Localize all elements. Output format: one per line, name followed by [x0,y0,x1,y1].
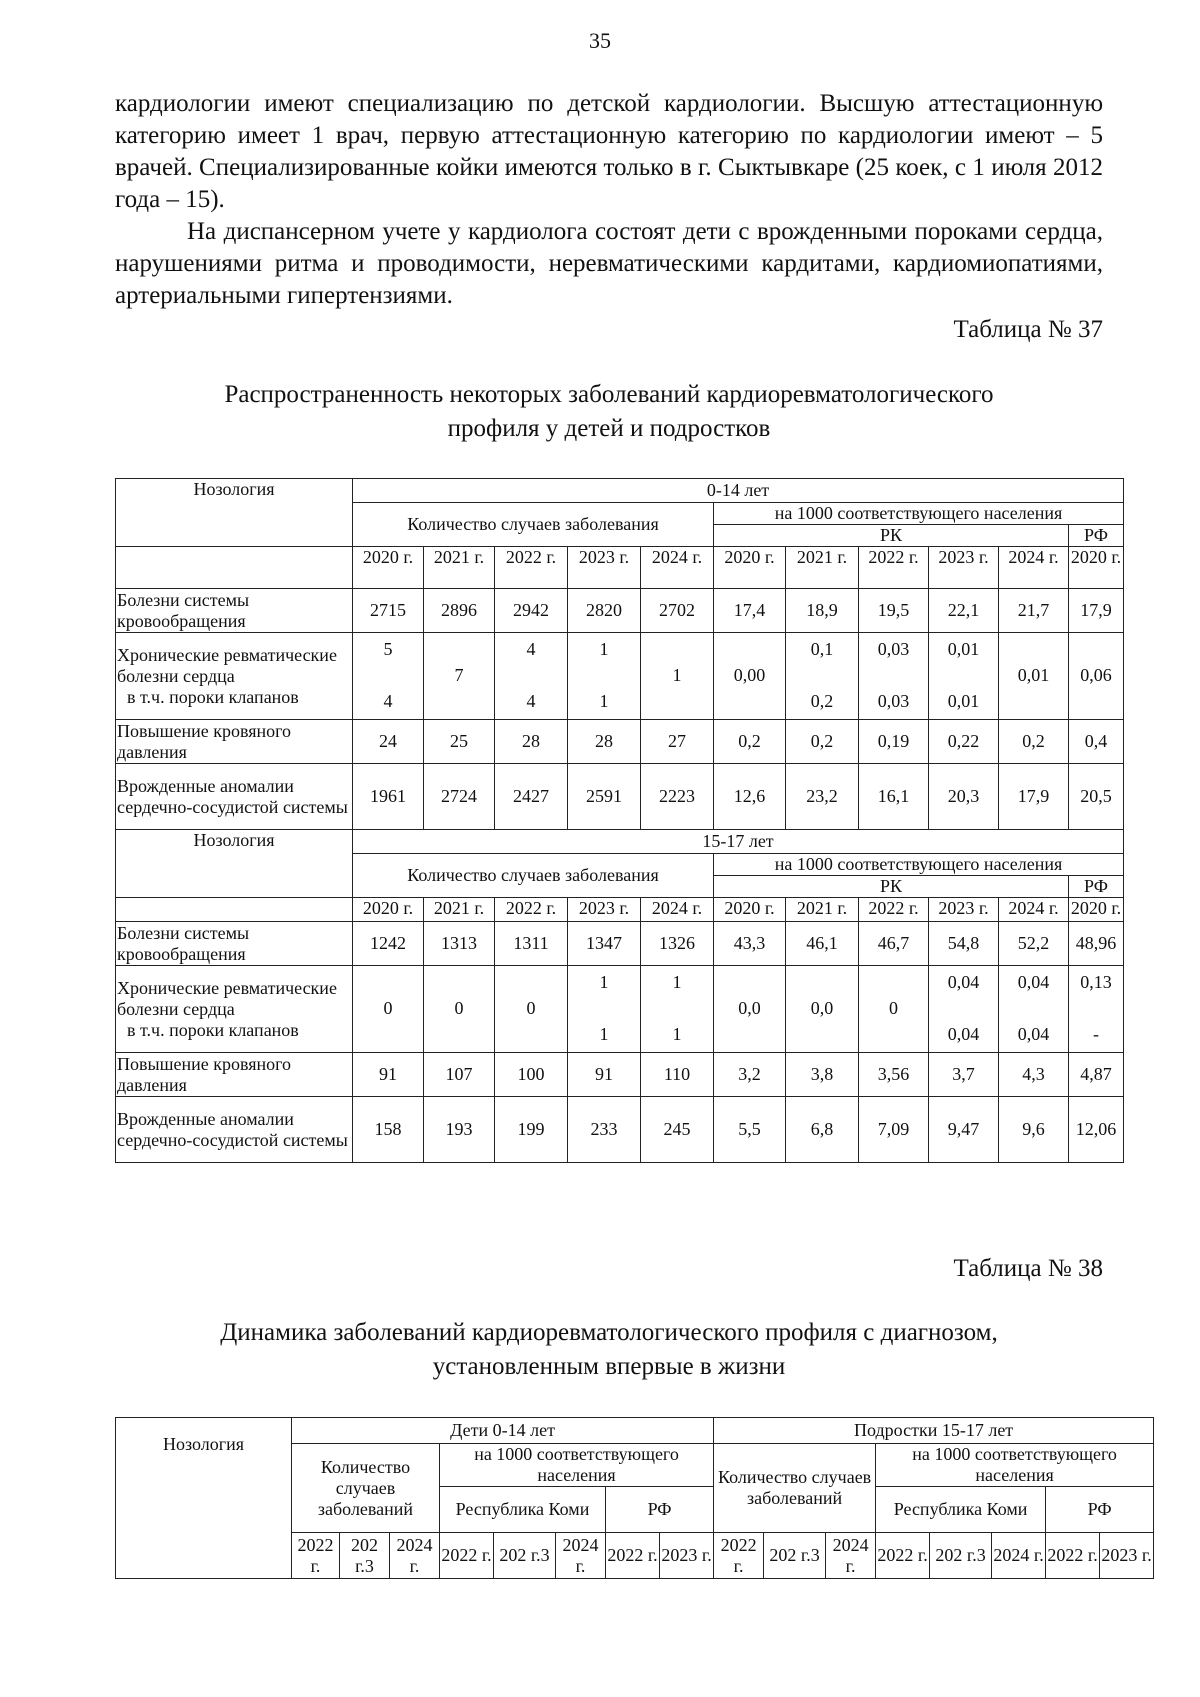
cell-mid: 0,01 [1017,665,1050,685]
year-header: 2020 г. [1069,547,1124,589]
cell-stack [999,633,1068,719]
year-header: 2023 г. [568,547,641,589]
t37-header-row [116,830,1124,854]
cell-bot [1069,691,1123,719]
table-cell [424,966,495,1053]
table-cell: 233 [568,1097,641,1163]
cell-bot: - [1093,1024,1100,1044]
table-cell: 20,5 [1069,764,1124,830]
cell-top: 4 [526,639,536,659]
table-cell: 100 [495,1053,568,1097]
table-cell [641,966,714,1053]
table-cell: 12,6 [714,764,786,830]
table-cell: 1313 [424,922,495,966]
cell-top: 0,1 [810,639,834,659]
year-header: 2023 г. [568,898,641,922]
t37-rf-header: РФ [1069,876,1124,898]
table-cell [424,633,495,720]
t37-empty-cell [116,898,353,922]
table-cell: 199 [495,1097,568,1163]
table-cell: 2591 [568,764,641,830]
year-header: 2023 г. [1100,1533,1154,1579]
t38-children-cases-header: Количество случаев заболеваний [292,1444,440,1533]
t37-years-row [116,898,1124,922]
table-cell: 22,1 [929,589,999,633]
cell-stack [929,633,998,719]
table-cell: 107 [424,1053,495,1097]
row-label-main: Хронические ревматические болезни сердца [117,644,337,686]
cell-bot: 1 [599,1024,609,1044]
cell-bot [353,1024,423,1052]
t37-age-group: 0-14 лет [353,479,1124,503]
t37-empty-cell [116,547,353,589]
cell-top [999,633,1068,661]
cell-mid: 7 [454,665,464,685]
table-row [116,966,1124,1053]
cell-stack [495,633,567,719]
cell-bot [424,691,494,719]
cell-stack [641,966,713,1052]
table-cell [1069,633,1124,720]
cell-mid [786,665,858,687]
cell-bot: 0,04 [1017,1024,1050,1044]
row-label-sub: в т.ч. пороки клапанов [127,686,299,707]
cell-mid: 0 [526,998,536,1018]
table-cell: 2223 [641,764,714,830]
cell-bot [859,1024,928,1052]
table-cell: 91 [568,1053,641,1097]
cell-top: 0,01 [947,639,980,659]
cell-mid [1069,998,1123,1020]
t37-cases-header: Количество случаев заболевания [353,854,714,898]
t38-children-header: Дети 0-14 лет [292,1418,714,1444]
cell-top [714,633,785,661]
cell-bot [424,1024,494,1052]
cell-top [495,966,567,994]
table-cell [353,633,424,720]
table-cell: 2724 [424,764,495,830]
table-cell: 46,7 [859,922,929,966]
cell-mid [568,998,640,1020]
table-cell [929,966,999,1053]
year-header: 202 г.3 [494,1533,556,1579]
cell-bot: 4 [526,691,536,711]
row-label: Повышение кровяного давления [116,720,353,764]
table-cell: 6,8 [786,1097,859,1163]
year-header: 2022 г. [292,1533,340,1579]
cell-stack [353,633,423,719]
cell-stack [641,633,713,719]
year-header: 2020 г. [714,898,786,922]
cell-mid [999,998,1068,1020]
row-label-sub: в т.ч. пороки клапанов [127,1019,299,1040]
cell-mid [929,998,998,1020]
table-cell: 2942 [495,589,568,633]
cell-top [353,966,423,994]
cell-top [786,966,858,994]
cell-bot [786,1024,858,1052]
table-cell: 28 [495,720,568,764]
page-number: 35 [589,28,611,53]
year-header: 2022 г. [859,898,929,922]
table-cell [859,633,929,720]
cell-bot: 0,2 [810,691,834,711]
cell-top: 1 [599,639,609,659]
table-cell: 46,1 [786,922,859,966]
cell-bot [714,691,785,719]
year-header: 2024 г. [390,1533,440,1579]
year-header: 2020 г. [714,547,786,589]
year-header: 2021 г. [424,898,495,922]
table-cell: 91 [353,1053,424,1097]
year-header: 2024 г. [999,547,1069,589]
table-row [116,720,1124,764]
table-37-body [116,479,1124,1163]
year-header: 2022 г. [1046,1533,1100,1579]
paragraph-2: На диспансерном учете у кардиолога состоят дети с врожденными пороками сердца, нарушениями ритма и проводимости, неревматическими кардитами, кардиомиопатиями, артериальными гипертензиями. [115,218,1103,309]
cell-stack [1069,966,1123,1052]
cell-bot [495,1024,567,1052]
table-cell: 0,2 [786,720,859,764]
table-cell: 3,56 [859,1053,929,1097]
cell-bot: 0,04 [947,1024,980,1044]
t37-header-row [116,479,1124,503]
table-cell: 54,8 [929,922,999,966]
cell-stack [424,966,494,1052]
table-cell: 24 [353,720,424,764]
table-cell [1069,966,1124,1053]
year-header: 2022 г. [495,547,568,589]
table-cell: 21,7 [999,589,1069,633]
cell-top: 0,03 [877,639,910,659]
table-cell: 43,3 [714,922,786,966]
cell-mid: 0,00 [733,665,766,685]
table-37-label: Таблица № 37 [953,316,1103,343]
t37-rk-header: РК [714,876,1069,898]
table-row [116,589,1124,633]
table-row [116,1053,1124,1097]
table-cell: 2820 [568,589,641,633]
t37-per1000-header: на 1000 соответствующего населения [714,854,1124,876]
table-cell: 2896 [424,589,495,633]
cell-stack [929,966,998,1052]
cell-stack [568,633,640,719]
table-cell: 19,5 [859,589,929,633]
table-38-label: Таблица № 38 [953,1255,1103,1282]
year-header: 2021 г. [424,547,495,589]
table-cell: 2702 [641,589,714,633]
year-header: 2022 г. [714,1533,764,1579]
cell-mid [929,665,998,687]
cell-top: 5 [383,639,393,659]
table-cell: 9,6 [999,1097,1069,1163]
table-cell [929,633,999,720]
cell-mid: 0 [454,998,464,1018]
year-header: 2024 г. [999,898,1069,922]
table-cell: 1961 [353,764,424,830]
t38-children-rk-header: Республика Коми [440,1487,606,1533]
t37-cases-header: Количество случаев заболевания [353,503,714,547]
row-label: Врожденные аномалии сердечно-сосудистой системы [116,764,353,830]
cell-mid [353,665,423,687]
cell-mid: 0 [889,998,898,1018]
year-header: 2022 г. [495,898,568,922]
table-cell: 1326 [641,922,714,966]
row-label: Болезни системы кровообращения [116,922,353,966]
cell-mid [641,998,713,1020]
cell-top [424,633,494,661]
table-cell: 0,22 [929,720,999,764]
table-37 [115,478,1124,1163]
table-cell [999,966,1069,1053]
table-cell: 0,2 [999,720,1069,764]
cell-top [714,966,785,994]
table-cell: 48,96 [1069,922,1124,966]
cell-mid: 1 [672,665,682,685]
t38-children-per1000-header: на 1000 соответствующего населения [440,1444,714,1487]
table-cell [786,633,859,720]
cell-bot: 1 [672,1024,682,1044]
t38-teens-per1000-header: на 1000 соответствующего населения [876,1444,1154,1487]
year-header: 202 г.3 [340,1533,390,1579]
cell-mid: 0,06 [1080,665,1112,685]
cell-stack [859,966,928,1052]
table-cell: 23,2 [786,764,859,830]
year-header: 2021 г. [786,898,859,922]
row-label [116,633,353,720]
t38-children-rf-header: РФ [606,1487,714,1533]
t38-teens-cases-header: Количество случаев заболеваний [714,1444,876,1533]
table-cell: 3,8 [786,1053,859,1097]
year-header: 2023 г. [660,1533,714,1579]
table-cell: 1311 [495,922,568,966]
table-cell: 16,1 [859,764,929,830]
cell-stack [714,633,785,719]
year-header: 2022 г. [876,1533,930,1579]
table-cell [999,633,1069,720]
table-cell: 110 [641,1053,714,1097]
table-cell [568,966,641,1053]
table-cell: 4,87 [1069,1053,1124,1097]
table-cell: 12,06 [1069,1097,1124,1163]
table-row [116,1097,1124,1163]
table-cell: 17,9 [1069,589,1124,633]
cell-bot: 1 [599,691,609,711]
cell-top: 1 [599,972,609,992]
t38-nosology-header: Нозология [116,1418,292,1579]
cell-top [1069,633,1123,661]
cell-mid [495,665,567,687]
table-cell: 17,9 [999,764,1069,830]
table-cell: 2427 [495,764,568,830]
table-cell: 52,2 [999,922,1069,966]
cell-stack [714,966,785,1052]
table-37-title: Распространенность некоторых заболеваний кардиоревматологического профиля у детей и подростков [224,381,994,442]
row-label-main: Хронические ревматические болезни сердца [117,977,337,1019]
year-header: 2024 г. [641,547,714,589]
table-38-title: Динамика заболеваний кардиоревматологического профиля с диагнозом, установленным впервые в жизни [220,1319,998,1380]
year-header: 2024 г. [641,898,714,922]
t38-teens-header: Подростки 15-17 лет [714,1418,1154,1444]
cell-stack [568,966,640,1052]
year-header: 2020 г. [353,547,424,589]
table-cell: 245 [641,1097,714,1163]
cell-mid: 0 [383,998,393,1018]
cell-top [424,966,494,994]
year-header: 2022 г. [606,1533,660,1579]
year-header: 2024 г. [556,1533,606,1579]
cell-mid [859,665,928,687]
year-header: 2023 г. [929,898,999,922]
cell-bot: 0,01 [947,691,980,711]
year-header: 2024 г. [992,1533,1046,1579]
table-cell: 28 [568,720,641,764]
table-row [116,764,1124,830]
year-header: 202 г.3 [930,1533,992,1579]
table-row [116,922,1124,966]
t38-teens-rk-header: Республика Коми [876,1487,1046,1533]
table-cell [714,966,786,1053]
t37-age-group: 15-17 лет [353,830,1124,854]
table-cell: 193 [424,1097,495,1163]
table-cell: 1242 [353,922,424,966]
table-cell: 2715 [353,589,424,633]
row-label: Врожденные аномалии сердечно-сосудистой системы [116,1097,353,1163]
year-header: 2022 г. [859,547,929,589]
table-cell [353,966,424,1053]
table-cell: 17,4 [714,589,786,633]
cell-stack [353,966,423,1052]
table-cell [495,633,568,720]
table-cell: 0,2 [714,720,786,764]
cell-top: 1 [672,972,682,992]
table-cell: 1347 [568,922,641,966]
row-label [116,966,353,1053]
cell-bot [714,1024,785,1052]
cell-bot: 0,03 [877,691,910,711]
cell-stack [424,633,494,719]
cell-bot [999,691,1068,719]
year-header: 2023 г. [929,547,999,589]
table-cell: 20,3 [929,764,999,830]
row-label: Болезни системы кровообращения [116,589,353,633]
table-cell: 7,09 [859,1097,929,1163]
paragraph-1: кардиологии имеют специализацию по детской кардиологии. Высшую аттестационную категорию имеет 1 врач, первую аттестационную категорию по кардиологии имеют – 5 врачей. Специализированные койки имеются только в г. Сыктывкаре (25 коек, с 1 июля 2012 года – 15). [115,90,1103,213]
table-cell [641,633,714,720]
table-cell: 27 [641,720,714,764]
cell-top [859,966,928,994]
year-header: 2022 г. [440,1533,494,1579]
table-cell: 0,19 [859,720,929,764]
t37-rk-header: РК [714,525,1069,547]
year-header: 202 г.3 [764,1533,826,1579]
cell-bot: 4 [383,691,393,711]
year-header: 2021 г. [786,547,859,589]
table-cell [859,966,929,1053]
table-cell: 3,2 [714,1053,786,1097]
table-cell: 5,5 [714,1097,786,1163]
year-header: 2020 г. [353,898,424,922]
table-cell: 4,3 [999,1053,1069,1097]
table-cell [714,633,786,720]
t37-years-row [116,547,1124,589]
cell-top [641,633,713,661]
cell-stack [495,966,567,1052]
t37-nosology-header: Нозология [116,479,353,547]
table-cell: 0,4 [1069,720,1124,764]
cell-mid [568,665,640,687]
table-cell: 158 [353,1097,424,1163]
cell-stack [859,633,928,719]
t37-rf-header: РФ [1069,525,1124,547]
table-row [116,633,1124,720]
cell-mid: 0,0 [810,998,834,1018]
table-cell: 18,9 [786,589,859,633]
table-cell [568,633,641,720]
table-cell [786,966,859,1053]
cell-stack [786,633,858,719]
cell-mid: 0,0 [738,998,761,1018]
t37-per1000-header: на 1000 соответствующего населения [714,503,1124,525]
cell-top: 0,04 [1017,972,1050,992]
cell-top: 0,13 [1080,972,1112,992]
year-header: 2020 г. [1069,898,1124,922]
cell-stack [786,966,858,1052]
table-cell [495,966,568,1053]
row-label: Повышение кровяного давления [116,1053,353,1097]
cell-top: 0,04 [947,972,980,992]
cell-stack [999,966,1068,1052]
year-header: 2024 г. [826,1533,876,1579]
cell-bot [641,691,713,719]
t37-nosology-header: Нозология [116,830,353,898]
table-38 [115,1417,1154,1579]
cell-stack [1069,633,1123,719]
table-cell: 9,47 [929,1097,999,1163]
table-cell: 25 [424,720,495,764]
t38-teens-rf-header: РФ [1046,1487,1154,1533]
table-cell: 3,7 [929,1053,999,1097]
